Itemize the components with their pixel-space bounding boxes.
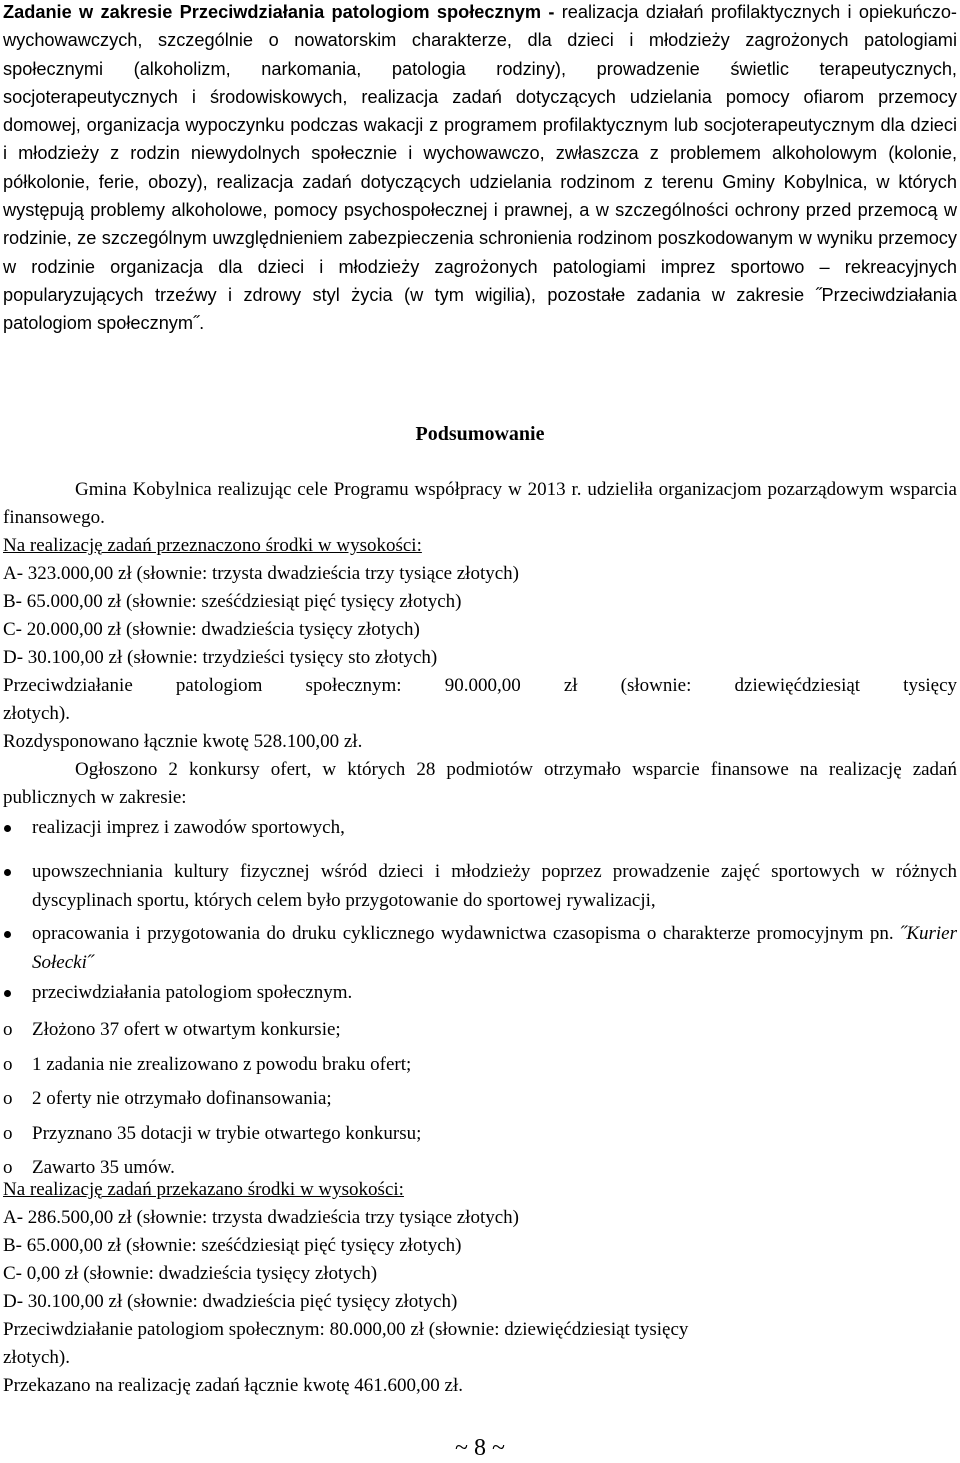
stat-text: 1 zadania nie zrealizowano z powodu braku ofert; (32, 1053, 412, 1075)
circle-bullet-icon: o (3, 1053, 13, 1075)
list-item (3, 1013, 957, 1048)
list-item (3, 1048, 957, 1083)
area-text: realizacji imprez i zawodów sportowych, (32, 817, 345, 838)
stat-text: Przyznano 35 dotacji w trybie otwartego konkursu; (32, 1122, 422, 1144)
bullet-icon (4, 825, 11, 832)
planned-item-c: C- 20.000,00 zł (słownie: dwadzieścia tysięcy złotych) (3, 619, 420, 640)
intro-body: realizacja działań profilaktycznych i opiekuńczo-wychowawczych, szczególnie o nowatorskim charakterze, dla dzieci i młodzieży zagrożonych patologiami społecznymi (alkoholizm, narkomania, patologia rodziny), prowadzenie świetlic terapeutycznych, socjoterapeutycznych i środowiskowych, realizacja zadań dotyczących udzielania pomocy ofiarom przemocy domowej, organizacja wypoczynku podczas wakacji z programem profilaktycznym lub socjoterapeutycznym dla dzieci i młodzieży z rodzin niewydolnych społecznie i wychowawczo, zwłaszcza z problemem alkoholowym (kolonie, półkolonie, ferie, obozy), realizacja zadań dotyczących udzielania rodzinom z terenu Gminy Kobylnica, w których występują problemy alkoholowe, pomocy psychospołecznej i prawnej, a w szczególności ochrony przed przemocą w rodzinie, ze szczególnym uwzględnieniem zabezpieczenia schronienia rodzinom poszkodowanym w wyniku przemocy w rodzinie organizacja dla dzieci i młodzieży zagrożonych patologiami imprez sportowo – rekreacyjnych popularyzujących trzeźwy i zdrowy styl życia (w tym wigilia), pozostałe zadania w zakresie ˝Przeciwdziałania patologiom społecznym˝. (3, 2, 957, 334)
circle-bullet-icon: o (3, 1088, 13, 1109)
circle-bullet-icon: o (3, 1019, 13, 1040)
planned-header: Na realizację zadań przeznaczono środki w wysokości: (3, 535, 422, 556)
contests-intro: Ogłoszono 2 konkursy ofert, w których 28 podmiotów otrzymało wsparcie finansowe na realizację zadań publicznych w zakresie: (3, 759, 957, 808)
transferred-total: Przekazano na realizację zadań łącznie kwotę 461.600,00 zł. (3, 1375, 463, 1396)
planned-item-b: B- 65.000,00 zł (słownie: sześćdziesiąt pięć tysięcy złotych) (3, 591, 462, 612)
summary-heading: Podsumowanie (415, 423, 545, 445)
planned-patologie-cont: złotych). (3, 703, 71, 724)
publication-title: ˝Kurier Sołecki˝ (32, 923, 957, 973)
areas-list (3, 813, 957, 1007)
circle-bullet-icon: o (3, 1122, 13, 1144)
summary-paragraph: Gmina Kobylnica realizując cele Programu współpracy w 2013 r. udzieliła organizacjom pozarządowym wsparcia finansowego. (3, 479, 957, 528)
stat-text: 2 oferty nie otrzymało dofinansowania; (32, 1088, 332, 1109)
planned-total: Rozdysponowano łącznie kwotę 528.100,00 zł. (3, 731, 363, 752)
bullet-icon (4, 869, 11, 876)
planned-item-d: D- 30.100,00 zł (słownie: trzydzieści tysięcy sto złotych) (3, 647, 438, 668)
transferred-item-b: B- 65.000,00 zł (słownie: sześćdziesiąt pięć tysięcy złotych) (3, 1235, 462, 1256)
transferred-item-a: A- 286.500,00 zł (słownie: trzysta dwadzieścia trzy tysiące złotych) (3, 1207, 519, 1228)
page-number: ~ 8 ~ (455, 1435, 505, 1461)
intro-lead: Zadanie w zakresie Przeciwdziałania patologiom społecznym - (3, 2, 555, 22)
list-item (3, 919, 957, 977)
transferred-patologie-cont: złotych). (3, 1347, 71, 1368)
bullet-icon (4, 990, 11, 997)
transferred-item-d: D- 30.100,00 zł (słownie: dwadzieścia pięć tysięcy złotych) (3, 1291, 458, 1312)
list-item (3, 813, 957, 842)
area-text: upowszechniania kultury fizycznej wśród dzieci i młodzieży poprzez prowadzenie zajęć sportowych w różnych dyscyplinach sportu, których celem było przygotowanie do sportowej rywalizacji, (32, 861, 957, 911)
list-item (3, 857, 957, 915)
transferred-item-c: C- 0,00 zł (słownie: dwadzieścia tysięcy złotych) (3, 1263, 378, 1284)
transferred-header: Na realizację zadań przekazano środki w wysokości: (3, 1179, 404, 1200)
list-item (3, 1117, 957, 1152)
area-text: opracowania i przygotowania do druku cyklicznego wydawnictwa czasopisma o charakterze promocyjnym pn. (32, 923, 900, 944)
stat-text: Zawarto 35 umów. (32, 1157, 175, 1178)
planned-item-a: A- 323.000,00 zł (słownie: trzysta dwadzieścia trzy tysiące złotych) (3, 563, 519, 584)
area-text: przeciwdziałania patologiom społecznym. (32, 982, 353, 1003)
circle-bullet-icon: o (3, 1157, 13, 1178)
stats-list (3, 1013, 957, 1186)
transferred-patologie: Przeciwdziałanie patologiom społecznym: 80.000,00 zł (słownie: dziewięćdziesiąt tysięcy (3, 1319, 689, 1340)
planned-patologie: Przeciwdziałanie patologiom społecznym: 90.000,00 zł (słownie: dziewięćdziesiąt tysięcy (3, 675, 957, 696)
list-item (3, 978, 957, 1007)
bullet-icon (4, 931, 11, 938)
stat-text: Złożono 37 ofert w otwartym konkursie; (32, 1019, 341, 1040)
list-item (3, 1082, 957, 1117)
intro-paragraph (3, 0, 957, 338)
